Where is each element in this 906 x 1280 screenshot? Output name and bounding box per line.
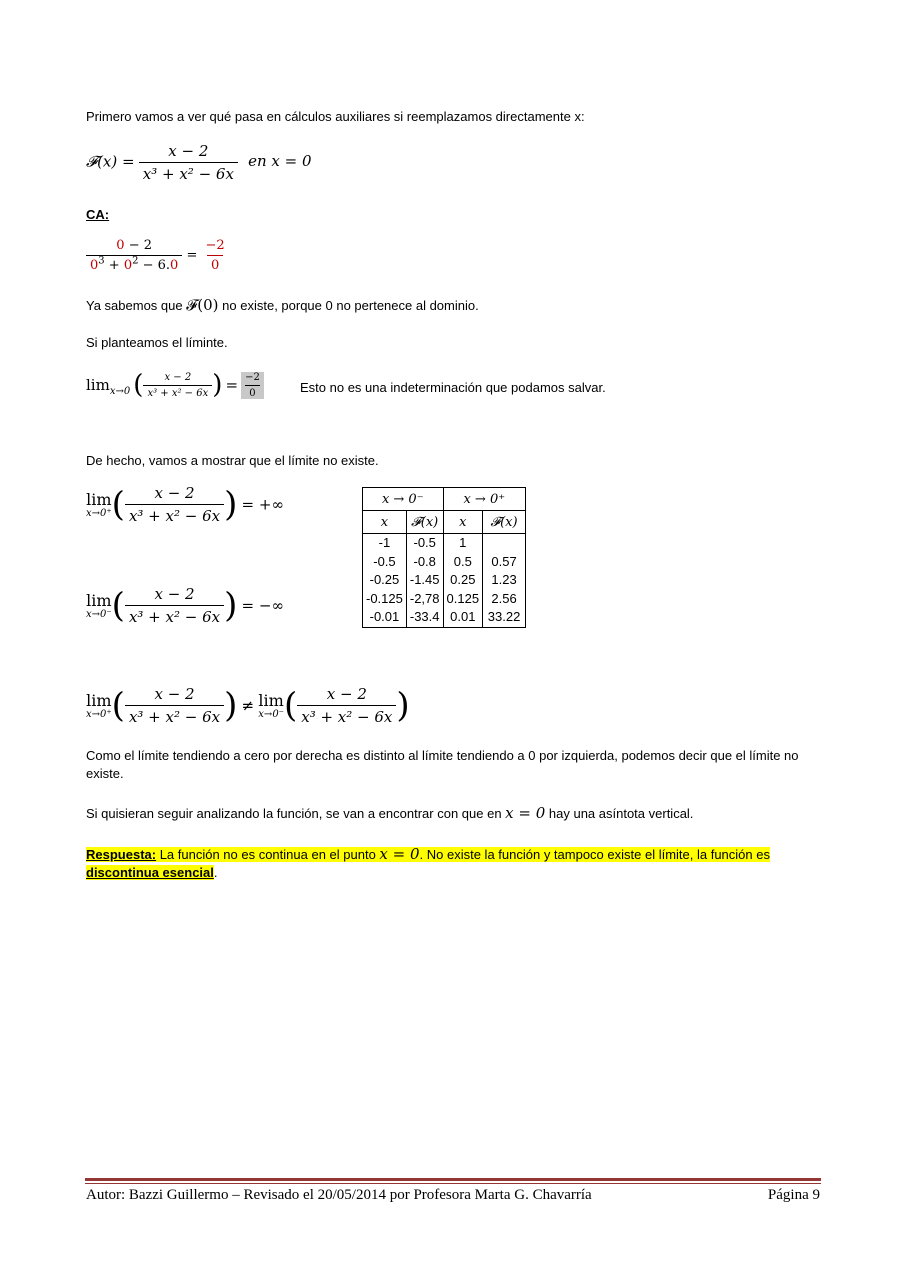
intro-paragraph: Primero vamos a ver qué pasa en cálculos auxiliares si reemplazamos directamente x: <box>86 109 585 124</box>
paragraph-asymptote <box>86 804 693 823</box>
table-header: x <box>443 511 483 534</box>
table-row <box>363 590 526 609</box>
ineq-sign: ≠ <box>241 696 255 715</box>
ca-computation <box>86 238 229 273</box>
table-cell: -0.8 <box>406 553 443 572</box>
limits-inequality: lim x→0⁺ ( $\frac{x - 2}{\text{x³ + x² − 6x}}$ ) ≠ lim x→0⁻ ( $\frac{x - 2}{\text{x³ + x² − 6x}}$ ) <box>86 685 410 726</box>
answer-text-b: . No existe la función y tampoco existe el límite, la función es <box>419 847 770 862</box>
values-table <box>362 487 526 628</box>
limit-result <box>241 372 264 399</box>
function-condition: en x = 0 <box>248 152 312 171</box>
limit-right-denominator: x³ + x² − 6x <box>125 504 224 525</box>
table-row <box>363 534 526 553</box>
ineq-left-word: lim <box>86 690 112 710</box>
table-group-right: x → 0⁺ <box>443 488 526 511</box>
ineq-right-subscript: x→0⁻ <box>258 708 284 720</box>
table-cell: 33.22 <box>483 608 526 627</box>
footer-rule-thin <box>85 1183 821 1184</box>
table-row <box>363 553 526 572</box>
table-body <box>363 534 526 628</box>
footer-rule-thick <box>85 1178 821 1181</box>
paragraph-limit-intro: Si planteamos el líminte. <box>86 335 228 350</box>
table-cell <box>483 534 526 553</box>
limit-left-result: = −∞ <box>241 596 284 615</box>
table-row <box>363 608 526 627</box>
table-group-left: x → 0⁻ <box>363 488 444 511</box>
p1-math: 𝓕(0) <box>186 296 219 314</box>
answer-text-a: La función no es continua en el punto <box>156 847 380 862</box>
ca-den-zero-c: 0 <box>170 258 179 273</box>
table-cell: 0.57 <box>483 553 526 572</box>
limit-left-word: lim <box>86 590 112 610</box>
limit-word: lim <box>86 376 110 394</box>
ca-label: CA: <box>86 207 110 222</box>
limit-result-den: 0 <box>245 385 259 399</box>
ca-den-zero-b: 0 <box>123 258 133 273</box>
function-fraction <box>139 142 238 183</box>
answer-bold: discontinua esencial <box>86 865 214 880</box>
table-header: 𝓕(x) <box>406 511 443 534</box>
ineq-right-word: lim <box>258 690 284 710</box>
limit-right: lim x→0⁺ ( $\frac{x - 2}{\text{x³ + x² − 6x}}$ ) = +∞ <box>86 484 284 525</box>
table-header: x <box>363 511 407 534</box>
answer-text-end: . <box>213 865 218 880</box>
paragraph-not-indeterminate: Esto no es una indeterminación que podamos salvar. <box>300 380 606 395</box>
ineq-right-numerator: x − 2 <box>326 685 367 703</box>
table-row <box>363 571 526 590</box>
limit-left-numerator: x − 2 <box>154 585 195 603</box>
ca-result-num: −2 <box>205 238 225 253</box>
table-header: 𝓕(x) <box>483 511 526 534</box>
ca-den-minus: − 6. <box>138 258 171 273</box>
answer-math: x = 0 <box>379 845 420 863</box>
ca-den-plus: + <box>104 258 124 273</box>
table-cell: -2,78 <box>406 590 443 609</box>
limit-left-denominator: x³ + x² − 6x <box>125 605 224 626</box>
ca-result-den: 0 <box>207 255 223 273</box>
limit-result-num: −2 <box>245 371 260 383</box>
limit-denominator: x³ + x² − 6x <box>143 385 212 399</box>
table-cell: 1 <box>443 534 483 553</box>
ca-num-rest: − 2 <box>124 238 153 253</box>
limit-right-word: lim <box>86 489 112 509</box>
table-cell: 0.01 <box>443 608 483 627</box>
ineq-left-subscript: x→0⁺ <box>86 708 112 720</box>
limit-at-zero: limx→0 ( $\frac{x - 2}{\text{x³ + x² − 6x}}$ ) = $\frac{-2}{0}$ <box>86 370 264 400</box>
fraction-numerator: x − 2 <box>168 142 209 160</box>
table-cell: 1.23 <box>483 571 526 590</box>
ineq-left-numerator: x − 2 <box>154 685 195 703</box>
limit-equals: = <box>225 376 239 394</box>
function-definition <box>86 142 312 183</box>
answer-label: Respuesta: <box>86 847 157 862</box>
limit-right-result: = +∞ <box>241 495 284 514</box>
ineq-right-denominator: x³ + x² − 6x <box>297 705 396 726</box>
ca-equals: = <box>186 248 198 263</box>
limit-numerator: x − 2 <box>164 371 192 383</box>
table-cell: -0.125 <box>363 590 407 609</box>
ineq-left-denominator: x³ + x² − 6x <box>125 705 224 726</box>
p6-math: x = 0 <box>505 804 546 822</box>
table-cell: 0.25 <box>443 571 483 590</box>
ca-den-exp-b: 2 <box>132 255 139 267</box>
table-cell: -0.01 <box>363 608 407 627</box>
footer-author: Autor: Bazzi Guillermo – Revisado el 20/05/2014 por Profesora Marta G. Chavarría <box>86 1187 592 1203</box>
table-cell: -33.4 <box>406 608 443 627</box>
paragraph-conclusion: Como el límite tendiendo a cero por derecha es distinto al límite tendiendo a 0 por izquierda, podemos decir que el límite no existe. <box>86 748 799 781</box>
limit-left: lim x→0⁻ ( $\frac{x - 2}{\text{x³ + x² − 6x}}$ ) = −∞ <box>86 585 284 626</box>
ca-den-exp-a: 3 <box>98 255 105 267</box>
fraction-denominator: x³ + x² − 6x <box>139 162 238 183</box>
table-cell: -0.5 <box>363 553 407 572</box>
p1-text-a: Ya sabemos que <box>86 298 187 313</box>
table-cell: 0.125 <box>443 590 483 609</box>
ca-den-zero-a: 0 <box>90 258 99 273</box>
limit-right-subscript: x→0⁺ <box>86 507 112 519</box>
table-cell: -1.45 <box>406 571 443 590</box>
table-cell: -0.25 <box>363 571 407 590</box>
p1-text-b: no existe, porque 0 no pertenece al dominio. <box>218 298 479 313</box>
p6-text-b: hay una asíntota vertical. <box>545 806 694 821</box>
table-cell: -0.5 <box>406 534 443 553</box>
table-cell: 0.5 <box>443 553 483 572</box>
function-lhs: 𝓕(x) = <box>86 152 135 171</box>
limit-subscript: x→0 <box>109 385 131 397</box>
limit-right-numerator: x − 2 <box>154 484 195 502</box>
paragraph-show-nonexistence: De hecho, vamos a mostrar que el límite no existe. <box>86 453 379 468</box>
limit-left-subscript: x→0⁻ <box>86 608 112 620</box>
answer-paragraph <box>86 845 821 882</box>
table-cell: 2.56 <box>483 590 526 609</box>
footer-page-number: Página 9 <box>767 1187 820 1203</box>
paragraph-domain <box>86 296 479 315</box>
ca-num-zero: 0 <box>116 238 125 253</box>
table-cell: -1 <box>363 534 407 553</box>
p6-text-a: Si quisieran seguir analizando la función, se van a encontrar con que en <box>86 806 506 821</box>
